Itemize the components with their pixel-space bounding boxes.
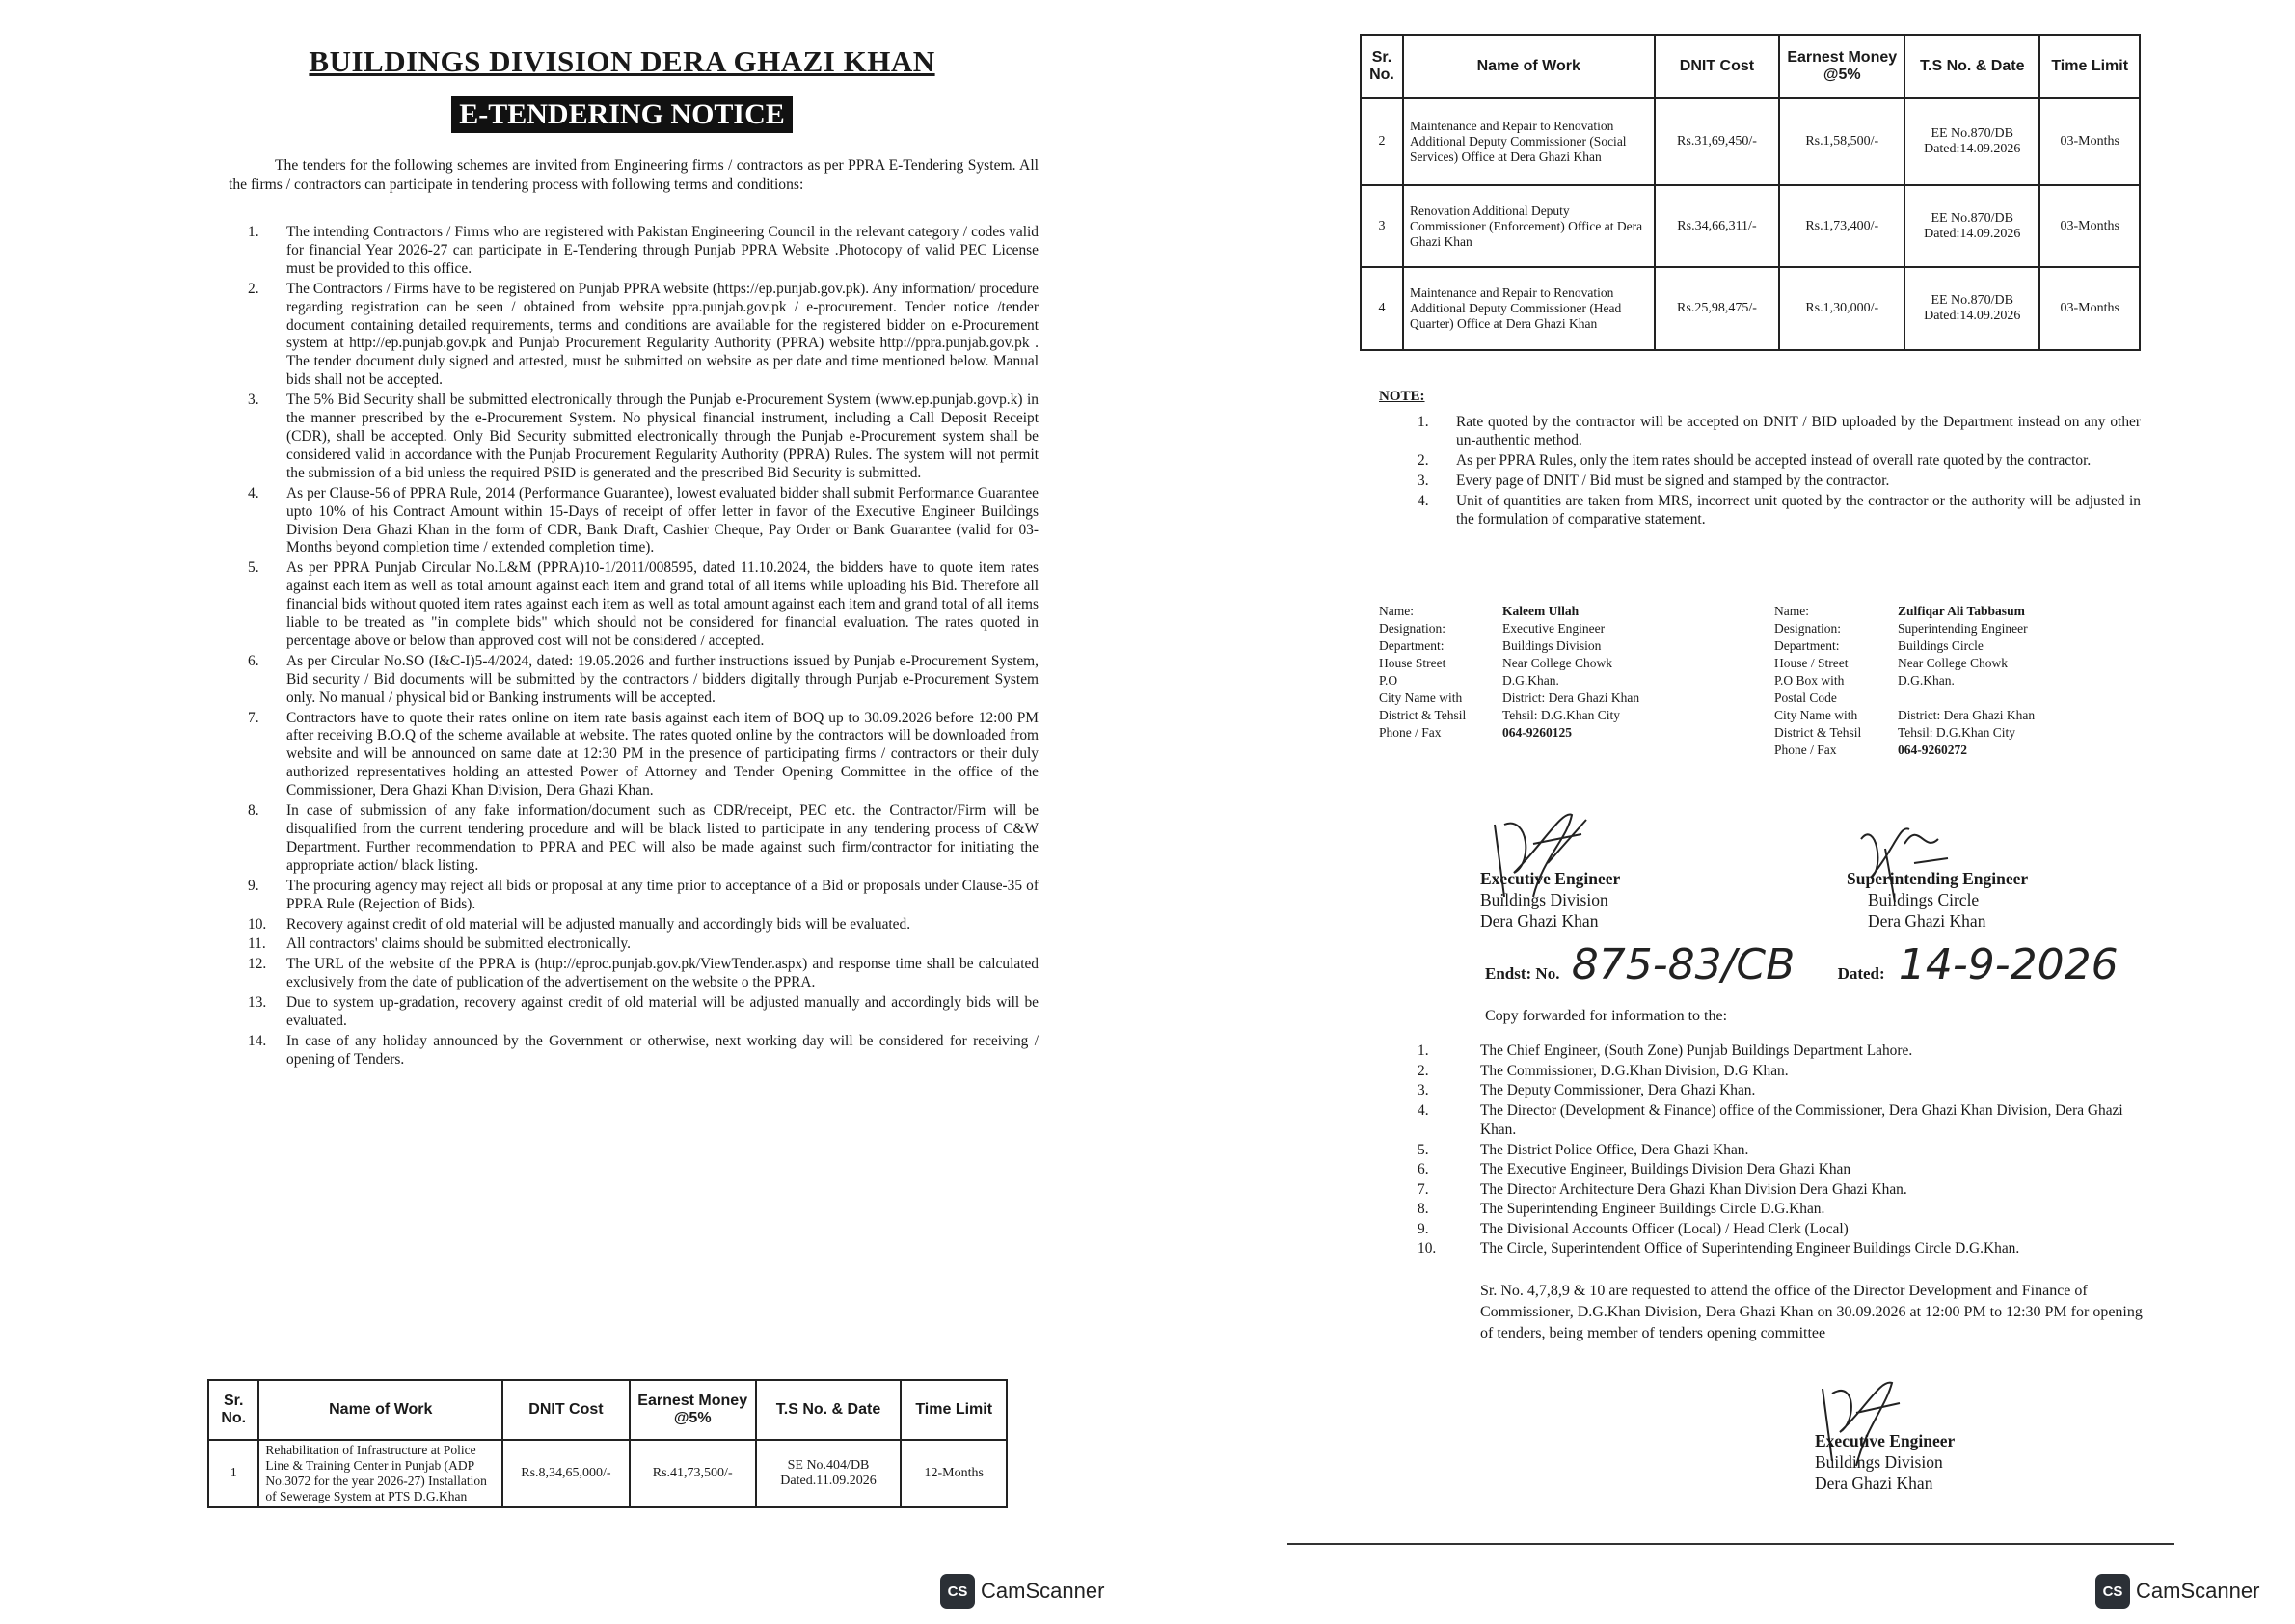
note-item — [1398, 451, 2141, 470]
officer-field-label: City Name with — [1379, 690, 1463, 705]
officer-field-label: City Name with — [1774, 708, 1858, 722]
cell-cost: Rs.8,34,65,000/- — [502, 1440, 630, 1507]
cell-earnest: Rs.1,58,500/- — [1779, 98, 1904, 185]
term-item — [229, 559, 1039, 651]
officer-field-label: Designation: — [1379, 621, 1445, 636]
col-cost: DNIT Cost — [1655, 35, 1780, 98]
term-item-number: 10. — [248, 915, 267, 933]
signature-block-superintending-engineer: Superintending Engineer Buildings Circle Dera Ghazi Khan — [1847, 869, 2029, 931]
officer-field — [1774, 707, 2150, 724]
tender-table-left — [207, 1379, 1008, 1508]
term-item — [229, 878, 1039, 914]
note-item-text: Every page of DNIT / Bid must be signed and stamped by the contractor. — [1456, 473, 1890, 489]
term-item-text: Recovery against credit of old material will be adjusted manually and accordingly bids will be evaluated. — [286, 915, 911, 933]
copy-item — [1418, 1101, 2150, 1141]
table-row — [1361, 267, 2140, 350]
cell-sr: 4 — [1361, 267, 1403, 350]
term-item-text: All contractors' claims should be submitted electronically. — [286, 935, 631, 953]
copy-item — [1418, 1180, 2150, 1201]
copy-item — [1418, 1042, 2150, 1062]
camscanner-label: CamScanner — [2136, 1579, 2260, 1603]
copy-item-text: The Director Architecture Dera Ghazi Khan Division Dera Ghazi Khan. — [1480, 1180, 1907, 1198]
col-earnest: Earnest Money @5% — [630, 1380, 756, 1440]
copy-item-number: 4. — [1418, 1101, 1429, 1119]
cell-sr: 3 — [1361, 185, 1403, 267]
cell-ts: EE No.870/DB Dated:14.09.2026 — [1904, 98, 2039, 185]
cell-cost: Rs.34,66,311/- — [1655, 185, 1780, 267]
officer-field — [1774, 620, 2150, 637]
cell-work: Renovation Additional Deputy Commissioner (Enforcement) Office at Dera Ghazi Khan — [1403, 185, 1655, 267]
copy-item-number: 6. — [1418, 1161, 1429, 1177]
officer-field-label: Phone / Fax — [1774, 743, 1837, 757]
copy-item — [1418, 1200, 2150, 1220]
officer-field-value: Near College Chowk — [1898, 656, 2008, 670]
term-item — [229, 485, 1039, 558]
note-item-number: 4. — [1418, 493, 1429, 509]
note-item-number: 2. — [1418, 452, 1429, 469]
note-item — [1398, 492, 2141, 528]
term-item-number: 9. — [248, 877, 259, 894]
term-item-number: 4. — [248, 484, 259, 501]
cell-time: 12-Months — [901, 1440, 1007, 1507]
table-row — [1361, 185, 2140, 267]
officer-field-label: Phone / Fax — [1379, 725, 1442, 740]
term-item — [229, 994, 1039, 1031]
officer-field — [1379, 620, 1755, 637]
officer-field-value — [1898, 690, 2150, 707]
copy-item-number: 5. — [1418, 1141, 1429, 1158]
copy-item — [1418, 1141, 2150, 1161]
tender-table-right — [1360, 34, 2141, 351]
copy-item-text: The Chief Engineer, (South Zone) Punjab Buildings Department Lahore. — [1480, 1042, 1913, 1059]
cell-work: Rehabilitation of Infrastructure at Police Line & Training Center in Punjab (ADP No.3072 for the year 2026-27) Installation of Sewerage System at PTS D.G.Khan — [258, 1440, 502, 1507]
cell-cost: Rs.31,69,450/- — [1655, 98, 1780, 185]
table-header-row — [208, 1380, 1007, 1440]
officer-field-label: P.O Box with — [1774, 673, 1845, 688]
officer-field-label: Name: — [1774, 604, 1809, 618]
note-item-number: 1. — [1418, 414, 1429, 430]
officer-field-value: D.G.Khan. — [1502, 673, 1559, 688]
term-item-text: The URL of the website of the PPRA is (http://eproc.punjab.gov.pk/ViewTender.aspx) and response time shall be calculated exclusively from the date of publication of the advertisement on the website o the PPRA. — [286, 956, 1039, 991]
term-item-text: In case of any holiday announced by the Government or otherwise, next working day will be considered for receiving / opening of Tenders. — [286, 1032, 1039, 1068]
term-item — [229, 935, 1039, 954]
copy-list — [1418, 1042, 2150, 1259]
camscanner-icon: CS — [2095, 1574, 2130, 1609]
copy-item-text: The Director (Development & Finance) office of the Commissioner, Dera Ghazi Khan Division, Dera Ghazi Khan. — [1480, 1101, 2123, 1138]
officer-field-value: Executive Engineer — [1502, 621, 1606, 636]
officer-field-value: Zulfiqar Ali Tabbasum — [1898, 604, 2025, 618]
col-sr: Sr. No. — [1361, 35, 1403, 98]
term-item-text: The Contractors / Firms have to be registered on Punjab PPRA website (https://ep.punjab.gov.pk). Any information/ procedure regarding registration can be seen / obtained from website ppra.punjab.gov.pk / e-procurement. Tender notice /tender document containing detailed requirements, terms and conditions are available for the registered bidder on e-Procurement system at http://ep.punjab.gov.pk and Punjab Procurement Regularity Authority (PPRA) website http://ppra.punjab.gov.pk . The tender document duly signed and attested, must be submitted on website as per date and time mentioned below. Manual bids shall not be accepted. — [286, 280, 1039, 389]
term-item — [229, 1033, 1039, 1069]
term-item-number: 1. — [248, 224, 259, 240]
cell-sr: 1 — [208, 1440, 258, 1507]
cell-ts: SE No.404/DB Dated.11.09.2026 — [756, 1440, 902, 1507]
copy-item-text: The Executive Engineer, Buildings Division Dera Ghazi Khan — [1480, 1161, 1851, 1177]
term-item-number: 2. — [248, 280, 259, 297]
cell-time: 03-Months — [2039, 185, 2140, 267]
col-work: Name of Work — [1403, 35, 1655, 98]
col-ts: T.S No. & Date — [756, 1380, 902, 1440]
copy-item-text: The District Police Office, Dera Ghazi Khan. — [1480, 1141, 1749, 1158]
officer-field-value: District: Dera Ghazi Khan — [1502, 690, 1640, 705]
cell-sr: 2 — [1361, 98, 1403, 185]
copy-item-number: 1. — [1418, 1042, 1429, 1059]
copy-item-text: The Superintending Engineer Buildings Circle D.G.Khan. — [1480, 1201, 1825, 1217]
term-item-number: 3. — [248, 392, 259, 409]
copy-item — [1418, 1239, 2150, 1259]
term-item-number: 7. — [248, 709, 259, 726]
cell-earnest: Rs.1,73,400/- — [1779, 185, 1904, 267]
officer-field-value: Tehsil: D.G.Khan City — [1898, 725, 2016, 740]
officer-field — [1774, 672, 2150, 690]
camscanner-watermark-left — [940, 1574, 1104, 1609]
term-item — [229, 281, 1039, 390]
term-item-number: 8. — [248, 802, 259, 820]
copy-item-text: The Divisional Accounts Officer (Local) / Head Clerk (Local) — [1480, 1220, 1849, 1237]
officer-field-value: Buildings Circle — [1898, 638, 1984, 653]
officer-field — [1379, 637, 1755, 655]
term-item-text: As per PPRA Punjab Circular No.L&M (PPRA)10-1/2011/008595, dated 11.10.2024, the bidders have to quote item rates against each item as well as total amount against each item and grand total of all items while uploading his Bid. Therefore all financial bids without quoted item rates against each item as well as total amount against each item and grand total of all items liable to be treated as "in complete bids" which should not be considered for financial evaluation. The rates quoted in percentage above or below than approved cost will not be considered / accepted. — [286, 559, 1039, 649]
term-item — [229, 392, 1039, 483]
term-item — [229, 802, 1039, 876]
col-cost: DNIT Cost — [502, 1380, 630, 1440]
term-item-text: As per Clause-56 of PPRA Rule, 2014 (Performance Guarantee), lowest evaluated bidder shall submit Performance Guarantee upto 10% of his Contract Amount within 15-Days of receipt of offer letter in favor of the Executive Engineer Buildings Division Dera Ghazi Khan in the form of CDR, Bank Draft, Cashier Cheque, Pay Order or Bank Guarantee (valid for 03-Months beyond completion time / extended completion time). — [286, 484, 1039, 556]
officer-field-value: Superintending Engineer — [1898, 621, 2028, 636]
endorsement-number: 875-83/CB — [1571, 940, 1796, 989]
officer-field — [1379, 655, 1755, 672]
copy-item-number: 10. — [1418, 1240, 1437, 1257]
copy-item-number: 7. — [1418, 1180, 1429, 1198]
copy-forward-line: Copy forwarded for information to the: — [1485, 1008, 1728, 1024]
cell-time: 03-Months — [2039, 98, 2140, 185]
copy-item-number: 2. — [1418, 1062, 1429, 1079]
term-item — [229, 916, 1039, 934]
note-heading: NOTE: — [1379, 389, 1425, 404]
term-item-number: 6. — [248, 652, 259, 669]
cell-ts: EE No.870/DB Dated:14.09.2026 — [1904, 267, 2039, 350]
officer-field-value: Kaleem Ullah — [1502, 604, 1580, 618]
officer-field — [1774, 690, 2150, 707]
final-paragraph: Sr. No. 4,7,8,9 & 10 are requested to attend the office of the Director Development and Finance of Commissioner, D.G.Khan Division, Dera Ghazi Khan on 30.09.2026 at 12:00 PM to 12:30 PM for opening of tenders, being member of tenders opening committee — [1480, 1283, 2143, 1341]
officer-field — [1379, 672, 1755, 690]
officer-superintending-engineer — [1774, 603, 2150, 759]
term-item-number: 12. — [248, 956, 267, 973]
signature-block-executive-engineer: Executive Engineer Buildings Division Dera Ghazi Khan — [1480, 869, 1621, 931]
cell-earnest: Rs.41,73,500/- — [630, 1440, 756, 1507]
officer-field-value: Buildings Division — [1502, 638, 1602, 653]
officer-field-value: D.G.Khan. — [1898, 673, 1955, 688]
intro-paragraph: The tenders for the following schemes are invited from Engineering firms / contractors as per PPRA E-Tendering System. All the firms / contractors can participate in tendering process with following terms and conditions: — [229, 157, 1039, 193]
officer-field-label: District & Tehsil — [1774, 725, 1862, 740]
copy-item-text: The Deputy Commissioner, Dera Ghazi Khan. — [1480, 1082, 1756, 1098]
officer-field-label: Department: — [1379, 638, 1444, 653]
camscanner-icon: CS — [940, 1574, 975, 1609]
copy-item — [1418, 1062, 2150, 1082]
table-header-row — [1361, 35, 2140, 98]
col-work: Name of Work — [258, 1380, 502, 1440]
cell-earnest: Rs.1,30,000/- — [1779, 267, 1904, 350]
term-item-text: The 5% Bid Security shall be submitted electronically through the Punjab e-Procurement System (www.ep.punjab.govp.k) in the manner prescribed by the e-Procurement System. No physical financial instrument, including a Call Deposit Receipt (CDR), shall be accepted. Only Bid Security submitted electronically through the Punjab e-Procurement system shall be considered valid in accordance with the Punjab Procurement Regularity Authority (PPRA) Rules. The system will not permit the submission of a bid unless the required PSID is generated and the prescribed Bid Security is submitted. — [286, 392, 1039, 481]
table-row — [1361, 98, 2140, 185]
right-page — [1360, 19, 2150, 1553]
cell-work: Maintenance and Repair to Renovation Additional Deputy Commissioner (Head Quarter) Office at Dera Ghazi Khan — [1403, 267, 1655, 350]
term-item-text: Due to system up-gradation, recovery against credit of old material will be adjusted manually and accordingly bids will be evaluated. — [286, 994, 1039, 1030]
term-item — [229, 224, 1039, 279]
copy-item — [1418, 1160, 2150, 1180]
page-bottom-rule — [1287, 1543, 2174, 1545]
col-earnest: Earnest Money @5% — [1779, 35, 1904, 98]
cell-ts: EE No.870/DB Dated:14.09.2026 — [1904, 185, 2039, 267]
term-item-text: In case of submission of any fake information/document such as CDR/receipt, PEC etc. the Contractor/Firm will be disqualified from the current tendering procedure and will be black listed to participate in any tendering process of C&W Department. Further recommendation to PPRA and PEC will also be made against such firm/contractor for initiating the appropriate action/ black listing. — [286, 802, 1039, 874]
officer-field-label: District & Tehsil — [1379, 708, 1467, 722]
term-item — [229, 710, 1039, 801]
cell-time: 03-Months — [2039, 267, 2140, 350]
term-item-number: 5. — [248, 559, 259, 577]
copy-item-number: 9. — [1418, 1220, 1429, 1237]
endorsement-date: 14-9-2026 — [1898, 940, 2119, 989]
col-sr: Sr. No. — [208, 1380, 258, 1440]
officer-field-value: 064-9260272 — [1898, 743, 1967, 757]
copy-item-number: 8. — [1418, 1201, 1429, 1217]
col-ts: T.S No. & Date — [1904, 35, 2039, 98]
copy-item — [1418, 1081, 2150, 1101]
endorsement-line: Endst: No. 875-83/CB Dated: 14-9-2026 — [1485, 940, 2119, 989]
note-item-text: As per PPRA Rules, only the item rates should be accepted instead of overall rate quoted by the contractor. — [1456, 452, 2092, 469]
officer-field-label: Department: — [1774, 638, 1840, 653]
officer-field-label: Name: — [1379, 604, 1414, 618]
officer-field-label: Designation: — [1774, 621, 1841, 636]
copy-item-text: The Commissioner, D.G.Khan Division, D.G Khan. — [1480, 1062, 1789, 1079]
note-item-number: 3. — [1418, 473, 1429, 489]
copy-item-number: 3. — [1418, 1082, 1429, 1098]
cell-work: Maintenance and Repair to Renovation Additional Deputy Commissioner (Social Services) Office at Dera Ghazi Khan — [1403, 98, 1655, 185]
term-item — [229, 956, 1039, 992]
term-item-text: The procuring agency may reject all bids or proposal at any time prior to acceptance of a Bid or proposals under Clause-35 of PPRA Rule (Rejection of Bids). — [286, 877, 1039, 912]
note-item-text: Rate quoted by the contractor will be accepted on DNIT / BID uploaded by the Department instead on any other un-authentic method. — [1456, 414, 2141, 448]
officer-field-value: District: Dera Ghazi Khan — [1898, 708, 2036, 722]
notice-title: BUILDINGS DIVISION DERA GHAZI KHAN — [309, 44, 935, 78]
officer-field — [1379, 707, 1755, 724]
officer-field-value: Tehsil: D.G.Khan City — [1502, 708, 1621, 722]
camscanner-label: CamScanner — [981, 1579, 1105, 1603]
copy-item — [1418, 1220, 2150, 1240]
term-item-number: 13. — [248, 994, 267, 1012]
copy-item-text: The Circle, Superintendent Office of Superintending Engineer Buildings Circle D.G.Khan. — [1480, 1240, 2020, 1257]
note-item — [1398, 413, 2141, 449]
term-item-text: Contractors have to quote their rates online on item rate basis against each item of BOQ up to 30.09.2026 before 12:00 PM after receiving B.O.Q of the scheme available at website. The rates quoted online by the contractors will be downloaded from website and will be announced on same date at 12:30 PM in the presence of participating firms / contractors or their duly authorized representatives holding an attested Power of Attorney and Tender Opening Committee in the office of the Commissioner, Dera Ghazi Khan Division, Dera Ghazi Khan. — [286, 709, 1039, 799]
terms-list — [229, 224, 1039, 1071]
officer-field-label: House Street — [1379, 656, 1446, 670]
officer-field — [1379, 690, 1755, 707]
officer-field-label: P.O — [1379, 673, 1398, 688]
officer-field-value: 064-9260125 — [1502, 725, 1572, 740]
term-item-text: The intending Contractors / Firms who are registered with Pakistan Engineering Council in the relevant category / codes valid for financial Year 2026-27 can participate in E-Tendering through Punjab PPRA Website .Photocopy of valid PEC License must be provided to this office. — [286, 224, 1039, 277]
officer-field — [1774, 603, 2150, 620]
officer-field — [1379, 724, 1755, 742]
notice-subtitle: E-TENDERING NOTICE — [439, 96, 805, 133]
officer-field-label: House / Street — [1774, 656, 1849, 670]
officer-field-value: Near College Chowk — [1502, 656, 1612, 670]
officer-field-label: Postal Code — [1774, 690, 1837, 705]
notes-list — [1398, 413, 2141, 530]
note-item — [1398, 472, 2141, 490]
term-item-number: 11. — [248, 935, 266, 953]
camscanner-watermark-right — [2095, 1574, 2259, 1609]
cell-cost: Rs.25,98,475/- — [1655, 267, 1780, 350]
officer-executive-engineer — [1379, 603, 1755, 742]
term-item-text: As per Circular No.SO (I&C-I)5-4/2024, dated: 19.05.2026 and further instructions issued by Punjab e-Procurement System, Bid security / Bid documents will be submitted by the contractors / bidders digitally through Punjab e-Procurement System only. No manual / physical bid or Banking instruments will be accepted. — [286, 652, 1039, 706]
table-row — [208, 1440, 1007, 1507]
signature-block-final: Executive Engineer Buildings Division Dera Ghazi Khan — [1815, 1431, 1956, 1493]
officer-field — [1379, 603, 1755, 620]
term-item-number: 14. — [248, 1032, 267, 1049]
left-page — [178, 19, 1046, 1553]
term-item — [229, 653, 1039, 708]
officer-field — [1774, 655, 2150, 672]
note-item-text: Unit of quantities are taken from MRS, incorrect unit quoted by the contractor or the authority will be adjusted in the formulation of comparative statement. — [1456, 493, 2141, 528]
officer-field — [1774, 637, 2150, 655]
officer-field — [1774, 724, 2150, 742]
officer-field — [1774, 742, 2150, 759]
col-time: Time Limit — [901, 1380, 1007, 1440]
col-time: Time Limit — [2039, 35, 2140, 98]
